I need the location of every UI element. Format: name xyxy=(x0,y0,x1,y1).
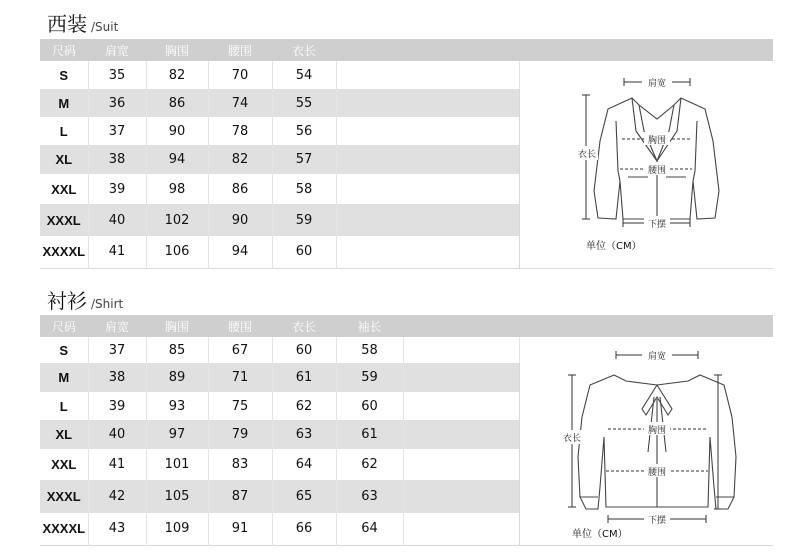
size-cell: L xyxy=(40,392,88,420)
waist-cell: 91 xyxy=(208,513,272,545)
suit-header-waist: 腰围 xyxy=(208,39,272,61)
table-row xyxy=(40,61,773,89)
suit-header-shoulder: 肩宽 xyxy=(88,39,146,61)
chest-label: 胸围 xyxy=(647,426,666,436)
jacket-lapel-left xyxy=(632,98,657,161)
chest-cell: 98 xyxy=(146,174,208,204)
chest-cell: 101 xyxy=(146,449,208,480)
shoulder-cell: 38 xyxy=(88,145,146,174)
shoulder-cell: 41 xyxy=(88,236,146,268)
chest-cell: 94 xyxy=(146,145,208,174)
sleeve-cell: 59 xyxy=(336,363,403,392)
waist-cell: 79 xyxy=(208,420,272,449)
size-cell: M xyxy=(40,363,88,392)
shoulder-cell: 39 xyxy=(88,392,146,420)
chest-cell: 86 xyxy=(146,89,208,117)
length-cell: 58 xyxy=(272,174,336,204)
sleeve-cell: 61 xyxy=(336,420,403,449)
size-cell: XXXL xyxy=(40,204,88,236)
waist-cell: 83 xyxy=(208,449,272,480)
blank-cell xyxy=(336,236,519,268)
shoulder-cell: 42 xyxy=(88,480,146,513)
suit-size-table xyxy=(40,39,773,269)
suit-header-length: 衣长 xyxy=(272,39,336,61)
shirt-section-title xyxy=(47,285,123,314)
shoulder-cell: 39 xyxy=(88,174,146,204)
waist-cell: 94 xyxy=(208,236,272,268)
waist-cell: 78 xyxy=(208,117,272,145)
shoulder-cell: 36 xyxy=(88,89,146,117)
waist-cell: 75 xyxy=(208,392,272,420)
shoulder-cell: 40 xyxy=(88,204,146,236)
shirt-header-shoulder: 肩宽 xyxy=(88,315,146,337)
chest-cell: 109 xyxy=(146,513,208,545)
chest-cell: 97 xyxy=(146,420,208,449)
sleeve-cell: 63 xyxy=(336,480,403,513)
shoulder-cell: 41 xyxy=(88,449,146,480)
length-cell: 56 xyxy=(272,117,336,145)
size-cell: XXXL xyxy=(40,480,88,513)
sleeve-cell: 62 xyxy=(336,449,403,480)
chest-cell: 85 xyxy=(146,337,208,363)
shoulder-cell: 37 xyxy=(88,337,146,363)
size-cell: XXL xyxy=(40,174,88,204)
size-cell: XXXXL xyxy=(40,236,88,268)
shoulder-cell: 35 xyxy=(88,61,146,89)
chest-cell: 89 xyxy=(146,363,208,392)
suit-title-en: /Suit xyxy=(91,20,119,34)
blank-cell xyxy=(336,89,519,117)
shirt-title-zh: 衬衫 xyxy=(47,289,87,313)
shirt-header-blank-2 xyxy=(519,315,773,337)
shirt-header-row xyxy=(40,315,773,337)
waist-cell: 70 xyxy=(208,61,272,89)
length-cell: 61 xyxy=(272,363,336,392)
waist-cell: 82 xyxy=(208,145,272,174)
chest-cell: 106 xyxy=(146,236,208,268)
blank-cell xyxy=(403,420,519,449)
blank-cell xyxy=(403,392,519,420)
suit-title-zh: 西装 xyxy=(47,12,87,36)
shirt-size-table xyxy=(40,315,773,546)
length-cell: 62 xyxy=(272,392,336,420)
jacket-sleeve-left xyxy=(616,121,620,181)
blank-cell xyxy=(336,174,519,204)
size-cell: M xyxy=(40,89,88,117)
sleeve-cell: 58 xyxy=(336,337,403,363)
shoulder-cell: 38 xyxy=(88,363,146,392)
shoulder-cell: 43 xyxy=(88,513,146,545)
suit-header-size: 尺码 xyxy=(40,39,88,61)
sleeve-cell: 64 xyxy=(336,513,403,545)
hem-label: 下摆 xyxy=(647,220,666,230)
blank-cell xyxy=(403,363,519,392)
size-cell: XL xyxy=(40,145,88,174)
size-cell: L xyxy=(40,117,88,145)
chest-label: 胸围 xyxy=(647,136,666,146)
blank-cell xyxy=(336,145,519,174)
waist-cell: 71 xyxy=(208,363,272,392)
jacket-sleeve-right xyxy=(693,121,697,181)
shirt-header-chest: 胸围 xyxy=(146,315,208,337)
shoulder-cell: 40 xyxy=(88,420,146,449)
blank-cell xyxy=(336,117,519,145)
length-cell: 66 xyxy=(272,513,336,545)
suit-header-blank-2 xyxy=(519,39,773,61)
size-cell: S xyxy=(40,337,88,363)
shirt-header-sleeve: 袖长 xyxy=(336,315,403,337)
suit-header-chest: 胸围 xyxy=(146,39,208,61)
shoulder-label: 肩宽 xyxy=(647,79,666,89)
chest-cell: 90 xyxy=(146,117,208,145)
size-cell: XL xyxy=(40,420,88,449)
sleeve-cell: 60 xyxy=(336,392,403,420)
chest-cell: 102 xyxy=(146,204,208,236)
suit-header-blank xyxy=(336,39,519,61)
size-cell: XXXXL xyxy=(40,513,88,545)
shirt-header-waist: 腰围 xyxy=(208,315,272,337)
length-cell: 64 xyxy=(272,449,336,480)
waist-label: 腰围 xyxy=(647,166,666,176)
blank-cell xyxy=(403,513,519,545)
suit-diagram xyxy=(520,61,774,266)
table-row xyxy=(40,337,773,363)
size-cell: S xyxy=(40,61,88,89)
blank-cell xyxy=(403,449,519,480)
length-cell: 54 xyxy=(272,61,336,89)
shirt-header-size: 尺码 xyxy=(40,315,88,337)
hem-label: 下摆 xyxy=(647,516,666,526)
suit-section-title xyxy=(47,8,118,37)
suit-header-row xyxy=(40,39,773,61)
unit-label: 单位（CM） xyxy=(571,529,628,540)
waist-label: 腰围 xyxy=(647,468,666,478)
chest-cell: 93 xyxy=(146,392,208,420)
shoulder-label: 肩宽 xyxy=(647,352,666,362)
unit-label: 单位（CM） xyxy=(585,241,642,252)
waist-cell: 86 xyxy=(208,174,272,204)
shoulder-cell: 37 xyxy=(88,117,146,145)
length-cell: 65 xyxy=(272,480,336,513)
waist-cell: 90 xyxy=(208,204,272,236)
shirt-diagram xyxy=(520,337,774,543)
size-cell: XXL xyxy=(40,449,88,480)
length-cell: 60 xyxy=(272,236,336,268)
jacket-lapel-right xyxy=(657,98,681,161)
length-cell: 60 xyxy=(272,337,336,363)
waist-cell: 74 xyxy=(208,89,272,117)
shirt-header-blank xyxy=(403,315,519,337)
blank-cell xyxy=(336,61,519,89)
blank-cell xyxy=(336,204,519,236)
length-label: 衣长 xyxy=(577,150,596,160)
chest-cell: 105 xyxy=(146,480,208,513)
length-label: 衣长 xyxy=(562,434,581,444)
length-cell: 55 xyxy=(272,89,336,117)
shirt-header-length: 衣长 xyxy=(272,315,336,337)
waist-cell: 87 xyxy=(208,480,272,513)
length-cell: 63 xyxy=(272,420,336,449)
length-cell: 57 xyxy=(272,145,336,174)
waist-cell: 67 xyxy=(208,337,272,363)
shirt-diagram-cell xyxy=(519,337,773,545)
shirt-title-en: /Shirt xyxy=(91,297,124,311)
chest-cell: 82 xyxy=(146,61,208,89)
blank-cell xyxy=(403,337,519,363)
blank-cell xyxy=(403,480,519,513)
length-cell: 59 xyxy=(272,204,336,236)
suit-diagram-cell xyxy=(519,61,773,268)
